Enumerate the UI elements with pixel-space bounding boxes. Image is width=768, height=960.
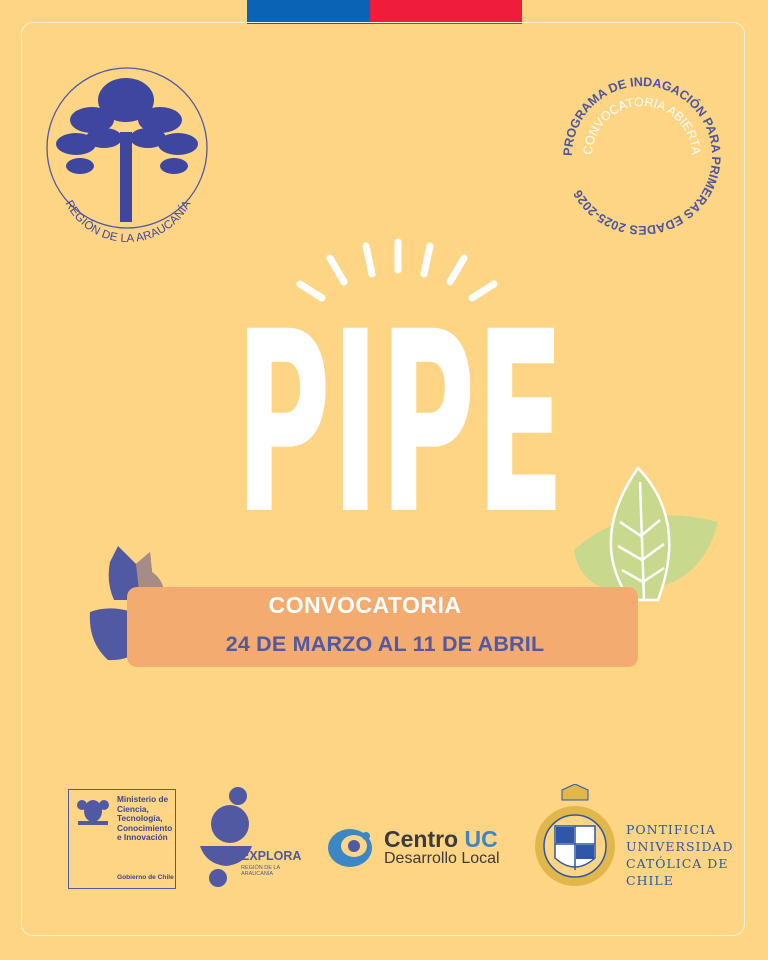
sun-rays-decoration [290,236,505,306]
centro-uc-title [384,826,498,853]
ministry-gov: Gobierno de Chile [117,874,174,881]
explora-name: EXPLORA [241,849,302,863]
explora-sub: REGIÓN DE LA ARAUCANÍA [241,865,280,877]
puc-name: PONTIFICIA UNIVERSIDAD CATÓLICA DE CHILE [626,822,734,888]
chile-coat-of-arms-icon [72,793,114,829]
araucaria-tree-icon [56,78,198,222]
centro-uc-title-a: Centro [384,826,465,852]
chile-flag-bar [247,0,522,24]
program-badge-outer-text: PROGRAMA DE INDAGACIÓN PARA PRIMERAS EDADES 2025-2026 [560,74,724,238]
banner-title: CONVOCATORIA [268,592,462,618]
program-badge-inner-text: CONVOCATORIA ABIERTA [580,94,704,156]
centro-uc-logo-icon [326,826,378,870]
ministry-name: Ministerio de Ciencia, Tecnología, Conocimiento e Innovación [117,794,173,843]
flag-red-stripe [370,0,522,24]
headline-title [230,300,570,525]
puc-shield-icon [532,784,618,898]
program-badge [560,74,725,239]
flag-blue-stripe [247,0,370,24]
banner-dates: 24 DE MARZO AL 11 DE ABRIL [225,632,545,656]
centro-uc-sub: Desarrollo Local [384,850,500,867]
region-araucania-logo [40,62,215,247]
region-logo-text: REGIÓN DE LA ARAUCANÍA [62,198,194,246]
svg-text:PIPE: PIPE [235,300,565,525]
centro-uc-title-b: UC [464,826,498,852]
